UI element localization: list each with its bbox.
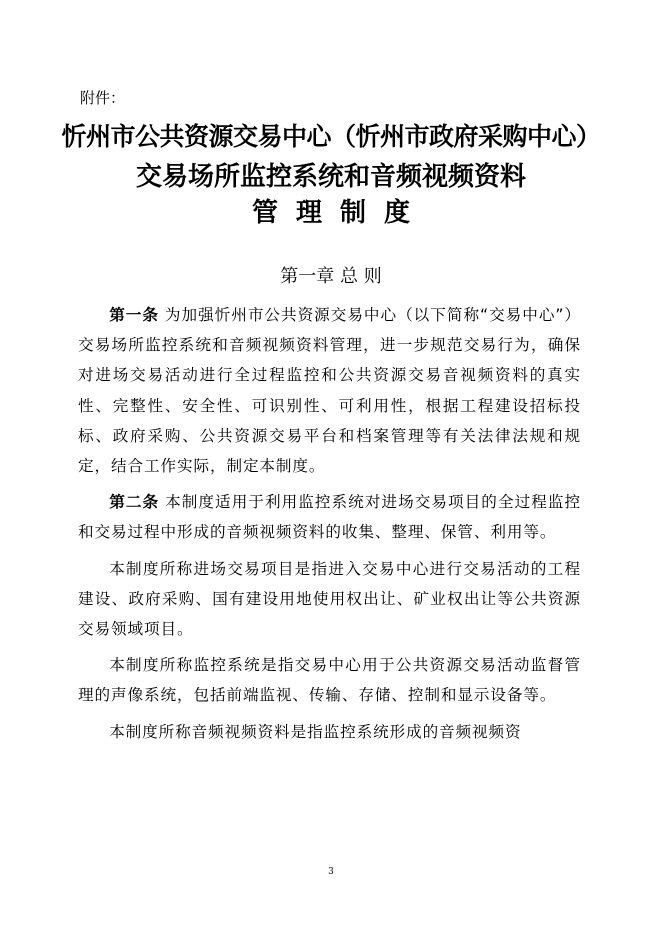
article-2-label: 第二条 <box>109 493 160 512</box>
title-line-2: 交易场所监控系统和音频视频资料 <box>135 162 526 192</box>
article-1-paragraph <box>78 300 581 481</box>
article-2-text: 本制度适用于利用监控系统对进场交易项目的全过程监控和交易过程中形成的音频视频资料的收集、整理、保管、利用等。 <box>78 493 582 542</box>
title-line-3: 管理制度 <box>251 198 428 228</box>
title-line-1: 忻州市公共资源交易中心（忻州市政府采购中心） <box>61 122 601 151</box>
body-text <box>78 300 581 747</box>
definition-paragraph-projects: 本制度所称进场交易项目是指进入交易中心进行交易活动的工程建设、政府采购、国有建设用地使用权出让、矿业权出让等公共资源交易领域项目。 <box>78 559 581 639</box>
definition-paragraph-av-materials: 本制度所称音频视频资料是指监控系统形成的音频视频资 <box>109 722 522 741</box>
page-number: 3 <box>328 867 334 877</box>
article-2-paragraph <box>78 487 581 547</box>
article-1-label: 第一条 <box>109 306 159 324</box>
definition-paragraph-monitoring: 本制度所称监控系统是指交易中心用于公共资源交易活动监督管理的声像系统，包括前端监视、传输、存储、控制和显示设备等。 <box>78 656 581 705</box>
chapter-heading: 第一章 总 则 <box>280 266 382 287</box>
article-1-text: 为加强忻州市公共资源交易中心（以下简称“交易中心”）交易场所监控系统和音频视频资料管理，进一步规范交易行为，确保对进场交易活动进行全过程监控和公共资源交易音视频资料的真实性、完整性、安全性、可识别性、可利用性，根据工程建设招标投标、政府采购、公共资源交易平台和档案管理等有关法律法规和规定，结合工作实际，制定本制度。 <box>78 306 581 476</box>
attachment-label: 附件： <box>80 89 126 107</box>
